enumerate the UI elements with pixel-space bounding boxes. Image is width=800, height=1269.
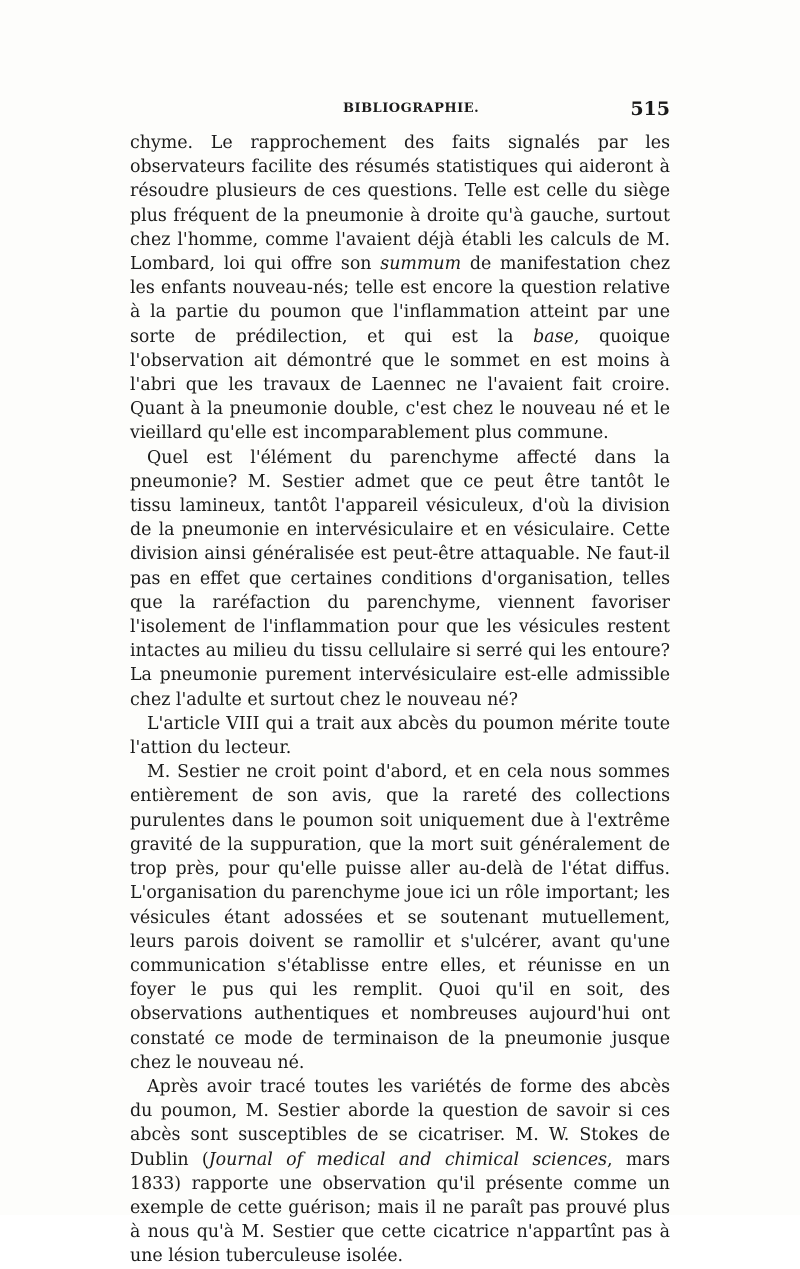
paragraph-2: Quel est l'élément du parenchyme affecté dans la pneumonie? M. Sestier admet que ce peut être tantôt le tissu lamineux, tantôt l'appareil vésiculeux, d'où la division de la pneumonie en intervésiculaire et en vésiculaire. Cette division ainsi généralisée est peut-être attaquable. Ne faut-il pas en effet que certaines conditions d'organisation, telles que la raréfaction du parenchyme, viennent favoriser l'isolement de l'inflammation pour que les vésicules restent intactes au milieu du tissu cellulaire si serré qui les entoure? La pneumonie purement intervésiculaire est-elle admissible chez l'adulte et surtout chez le nouveau né?: [130, 447, 670, 710]
italic-term-summum: summum: [380, 254, 462, 275]
paragraph-1-part-c: de manifestation chez les enfants nouveau-nés; telle est encore la question relative à la partie du poumon que l'inflammation atteint par une sorte de prédilection, et qui est la: [130, 254, 670, 347]
running-title: BIBLIOGRAPHIE.: [343, 101, 480, 116]
paragraph-1-part-a: chyme. Le rapprochement des faits signalés par les observateurs facilite des résumés statistiques qui aideront à résoudre plusieurs de ces questions. Telle est celle du siège plus fréquent de la pneumonie à droite qu'à gauche, surtout chez l'homme, comme l'avaient déjà établi les calculs de M. Lombard, loi qui offre son: [130, 133, 670, 275]
paragraph-5-part-a: Après avoir tracé toutes les variétés de forme des abcès du poumon, M. Sestier aborde la question de savoir si ces abcès sont susceptibles de se cicatriser. M. W. Stokes de Dublin (: [130, 1076, 670, 1170]
paragraph-4: M. Sestier ne croit point d'abord, et en cela nous sommes entièrement de son avis, que la rareté des collections purulentes dans le poumon soit uniquement due à l'extrême gravité de la suppuration, que la mort suit généralement de trop près, pour qu'elle puisse aller au-delà de l'état diffus. L'organisation du parenchyme joue ici un rôle important; les vésicules étant adossées et se soutenant mutuellement, leurs parois doivent se ramollir et s'ulcérer, avant qu'une communication s'établisse entre elles, et réunisse en un foyer le pus qui les remplit. Quoi qu'il en soit, des observations authentiques et nombreuses aujourd'hui ont constaté ce mode de terminaison de la pneumonie jusque chez le nouveau né.: [130, 762, 670, 1073]
paragraph-5-part-c: , mars 1833) rapporte une observation qu'il présente comme un exemple de cette guérison; mais il ne paraît pas prouvé plus à nous qu'à M. Sestier que cette cicatrice n'appartînt pas à une lésion tuberculeuse isolée.: [130, 1149, 670, 1267]
journal-title: Journal of medical and chimical sciences: [208, 1149, 608, 1170]
italic-term-base: base: [533, 326, 574, 347]
paragraph-3: L'article VIII qui a trait aux abcès du poumon mérite toute l'attion du lecteur.: [130, 713, 670, 759]
running-head: [130, 98, 670, 125]
body-text: [130, 131, 670, 1269]
page-number: 515: [630, 98, 670, 120]
paragraph-1-part-e: , quoique l'observation ait démontré que le sommet en est moins à l'abri que les travaux de Laennec ne l'avaient fait croire. Quant à la pneumonie double, c'est chez le nouveau né et le vieillard qu'elle est incomparablement plus commune.: [130, 326, 671, 444]
paragraph-5: [130, 1075, 670, 1269]
paragraph-1: [130, 131, 670, 446]
